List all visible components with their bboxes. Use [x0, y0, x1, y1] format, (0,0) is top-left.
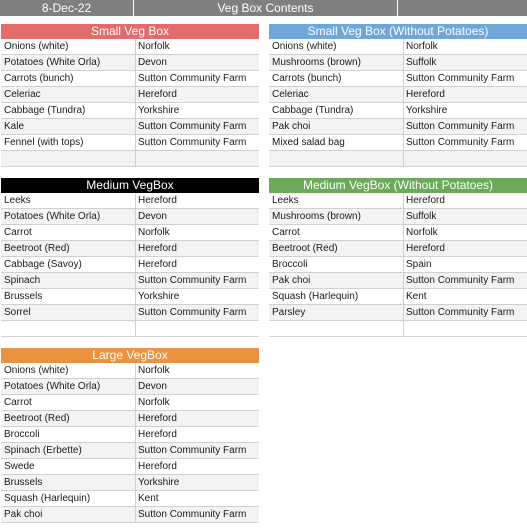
origin-cell[interactable]: Yorkshire [138, 105, 180, 116]
origin-cell[interactable]: Kent [406, 291, 427, 302]
table-row [269, 103, 527, 119]
medium-vegbox-no-potatoes-title[interactable]: Medium VegBox (Without Potatoes) [269, 178, 527, 193]
table-row [1, 395, 259, 411]
table-row [269, 55, 527, 71]
item-cell[interactable]: Celeriac [4, 89, 41, 100]
item-cell[interactable]: Onions (white) [4, 365, 69, 376]
origin-cell[interactable]: Sutton Community Farm [406, 137, 515, 148]
column-divider [135, 55, 136, 71]
column-divider [403, 321, 404, 337]
origin-cell[interactable]: Yorkshire [138, 477, 180, 488]
item-cell[interactable]: Parsley [272, 307, 306, 318]
column-divider [135, 491, 136, 507]
origin-cell[interactable]: Hereford [138, 461, 177, 472]
column-divider [135, 411, 136, 427]
table-row [269, 39, 527, 55]
table-row [269, 135, 527, 151]
table-row [1, 321, 259, 337]
table-row [1, 151, 259, 167]
item-cell[interactable]: Pak choi [272, 121, 311, 132]
column-divider [135, 475, 136, 491]
large-vegbox-table [1, 348, 259, 523]
item-cell[interactable]: Spinach (Erbette) [4, 445, 82, 456]
column-divider [135, 507, 136, 523]
table-row [1, 507, 259, 523]
table-row [1, 459, 259, 475]
table-row [269, 193, 527, 209]
item-cell[interactable]: Broccoli [4, 429, 40, 440]
item-cell[interactable]: Fennel (with tops) [4, 137, 84, 148]
medium-vegbox-no-potatoes-table [269, 178, 527, 337]
origin-cell[interactable]: Sutton Community Farm [138, 509, 247, 520]
item-cell[interactable]: Sorrel [4, 307, 31, 318]
table-row [269, 305, 527, 321]
origin-cell[interactable]: Hereford [138, 259, 177, 270]
table-row [269, 119, 527, 135]
origin-cell[interactable]: Norfolk [138, 397, 170, 408]
column-divider [403, 103, 404, 119]
item-cell[interactable]: Pak choi [272, 275, 311, 286]
column-divider [135, 71, 136, 87]
item-cell[interactable]: Mushrooms (brown) [272, 211, 361, 222]
item-cell[interactable]: Carrot [4, 227, 32, 238]
column-divider [135, 135, 136, 151]
table-row [1, 135, 259, 151]
header-empty-cell[interactable] [398, 0, 527, 16]
column-divider [135, 241, 136, 257]
item-cell[interactable]: Cabbage (Tundra) [272, 105, 354, 116]
column-divider [135, 39, 136, 55]
origin-cell[interactable]: Hereford [138, 429, 177, 440]
column-divider [135, 289, 136, 305]
column-divider [135, 119, 136, 135]
table-row [269, 225, 527, 241]
column-divider [135, 321, 136, 337]
table-row [269, 241, 527, 257]
origin-cell[interactable]: Hereford [406, 89, 445, 100]
origin-cell[interactable]: Sutton Community Farm [406, 121, 515, 132]
column-divider [135, 103, 136, 119]
item-cell[interactable]: Mushrooms (brown) [272, 57, 361, 68]
item-cell[interactable]: Potatoes (White Orla) [4, 211, 101, 222]
origin-cell[interactable]: Sutton Community Farm [406, 275, 515, 286]
table-row [1, 427, 259, 443]
item-cell[interactable]: Broccoli [272, 259, 308, 270]
table-row [269, 71, 527, 87]
table-row [1, 209, 259, 225]
origin-cell[interactable]: Hereford [138, 413, 177, 424]
origin-cell[interactable]: Sutton Community Farm [406, 307, 515, 318]
column-divider [403, 225, 404, 241]
origin-cell[interactable]: Yorkshire [138, 291, 180, 302]
table-row [1, 363, 259, 379]
table-row [1, 491, 259, 507]
item-cell[interactable]: Carrot [272, 227, 300, 238]
origin-cell[interactable]: Devon [138, 57, 167, 68]
table-row [1, 39, 259, 55]
item-cell[interactable]: Celeriac [272, 89, 309, 100]
medium-vegbox-title[interactable]: Medium VegBox [1, 178, 259, 193]
column-divider [403, 151, 404, 167]
item-cell[interactable]: Onions (white) [272, 41, 337, 52]
origin-cell[interactable]: Hereford [138, 89, 177, 100]
origin-cell[interactable]: Norfolk [138, 227, 170, 238]
item-cell[interactable]: Leeks [4, 195, 31, 206]
item-cell[interactable]: Cabbage (Savoy) [4, 259, 82, 270]
table-row [1, 475, 259, 491]
origin-cell[interactable]: Yorkshire [406, 105, 448, 116]
table-row [1, 241, 259, 257]
column-divider [403, 193, 404, 209]
origin-cell[interactable]: Suffolk [406, 211, 437, 222]
column-divider [403, 209, 404, 225]
origin-cell[interactable]: Kent [138, 493, 159, 504]
origin-cell[interactable]: Sutton Community Farm [138, 275, 247, 286]
small-veg-box-table [1, 24, 259, 167]
column-divider [135, 257, 136, 273]
column-divider [135, 459, 136, 475]
origin-cell[interactable]: Sutton Community Farm [406, 73, 515, 84]
medium-vegbox-no-potatoes-rows [269, 193, 527, 337]
table-row [269, 321, 527, 337]
item-cell[interactable]: Potatoes (White Orla) [4, 381, 101, 392]
medium-vegbox-table [1, 178, 259, 337]
column-divider [403, 273, 404, 289]
large-vegbox-rows [1, 363, 259, 523]
small-veg-box-no-potatoes-rows [269, 39, 527, 167]
origin-cell[interactable]: Norfolk [406, 227, 438, 238]
small-veg-box-title[interactable]: Small Veg Box [1, 24, 259, 39]
column-divider [135, 427, 136, 443]
table-row [1, 289, 259, 305]
column-divider [135, 273, 136, 289]
column-divider [403, 135, 404, 151]
item-cell[interactable]: Onions (white) [4, 41, 69, 52]
origin-cell[interactable]: Sutton Community Farm [138, 445, 247, 456]
item-cell[interactable]: Carrots (bunch) [272, 73, 342, 84]
table-row [1, 411, 259, 427]
origin-cell[interactable]: Sutton Community Farm [138, 121, 247, 132]
item-cell[interactable]: Beetroot (Red) [272, 243, 338, 254]
column-divider [403, 87, 404, 103]
small-veg-box-no-potatoes-title[interactable]: Small Veg Box (Without Potatoes) [269, 24, 527, 39]
origin-cell[interactable]: Suffolk [406, 57, 437, 68]
small-veg-box-no-potatoes-table [269, 24, 527, 167]
column-divider [135, 225, 136, 241]
column-divider [135, 379, 136, 395]
table-row [1, 103, 259, 119]
item-cell[interactable]: Brussels [4, 291, 43, 302]
medium-vegbox-rows [1, 193, 259, 337]
table-row [1, 443, 259, 459]
table-row [269, 151, 527, 167]
table-row [1, 273, 259, 289]
item-cell[interactable]: Carrots (bunch) [4, 73, 74, 84]
item-cell[interactable]: Pak choi [4, 509, 43, 520]
table-row [1, 305, 259, 321]
small-veg-box-rows [1, 39, 259, 167]
origin-cell[interactable]: Devon [138, 211, 167, 222]
origin-cell[interactable]: Hereford [406, 243, 445, 254]
column-divider [403, 71, 404, 87]
item-cell[interactable]: Spinach [4, 275, 41, 286]
page-title[interactable]: Veg Box Contents [134, 0, 398, 16]
origin-cell[interactable]: Hereford [406, 195, 445, 206]
large-vegbox-title[interactable]: Large VegBox [1, 348, 259, 363]
item-cell[interactable]: Beetroot (Red) [4, 413, 70, 424]
table-row [1, 193, 259, 209]
origin-cell[interactable]: Hereford [138, 243, 177, 254]
column-divider [403, 289, 404, 305]
table-row [1, 379, 259, 395]
table-row [269, 257, 527, 273]
table-row [269, 87, 527, 103]
table-row [1, 71, 259, 87]
origin-cell[interactable]: Norfolk [138, 365, 170, 376]
origin-cell[interactable]: Spain [406, 259, 432, 270]
table-row [1, 55, 259, 71]
table-row [1, 257, 259, 273]
column-divider [403, 305, 404, 321]
item-cell[interactable]: Squash (Harlequin) [272, 291, 359, 302]
table-row [1, 87, 259, 103]
column-divider [403, 257, 404, 273]
column-divider [135, 151, 136, 167]
item-cell[interactable]: Beetroot (Red) [4, 243, 70, 254]
column-divider [403, 119, 404, 135]
item-cell[interactable]: Squash (Harlequin) [4, 493, 91, 504]
column-divider [135, 87, 136, 103]
column-divider [403, 55, 404, 71]
item-cell[interactable]: Potatoes (White Orla) [4, 57, 101, 68]
origin-cell[interactable]: Hereford [138, 195, 177, 206]
table-row [269, 289, 527, 305]
column-divider [135, 443, 136, 459]
date-cell[interactable]: 8-Dec-22 [0, 0, 134, 16]
header-bar [0, 0, 527, 16]
table-row [1, 225, 259, 241]
column-divider [403, 241, 404, 257]
column-divider [135, 395, 136, 411]
item-cell[interactable]: Cabbage (Tundra) [4, 105, 86, 116]
origin-cell[interactable]: Sutton Community Farm [138, 137, 247, 148]
item-cell[interactable]: Mixed salad bag [272, 137, 345, 148]
item-cell[interactable]: Swede [4, 461, 35, 472]
table-row [1, 119, 259, 135]
column-divider [135, 209, 136, 225]
origin-cell[interactable]: Norfolk [406, 41, 438, 52]
origin-cell[interactable]: Norfolk [138, 41, 170, 52]
origin-cell[interactable]: Devon [138, 381, 167, 392]
item-cell[interactable]: Carrot [4, 397, 32, 408]
item-cell[interactable]: Brussels [4, 477, 43, 488]
column-divider [135, 305, 136, 321]
item-cell[interactable]: Kale [4, 121, 25, 132]
column-divider [403, 39, 404, 55]
item-cell[interactable]: Leeks [272, 195, 299, 206]
table-row [269, 209, 527, 225]
origin-cell[interactable]: Sutton Community Farm [138, 73, 247, 84]
column-divider [135, 193, 136, 209]
column-divider [135, 363, 136, 379]
table-row [269, 273, 527, 289]
origin-cell[interactable]: Sutton Community Farm [138, 307, 247, 318]
